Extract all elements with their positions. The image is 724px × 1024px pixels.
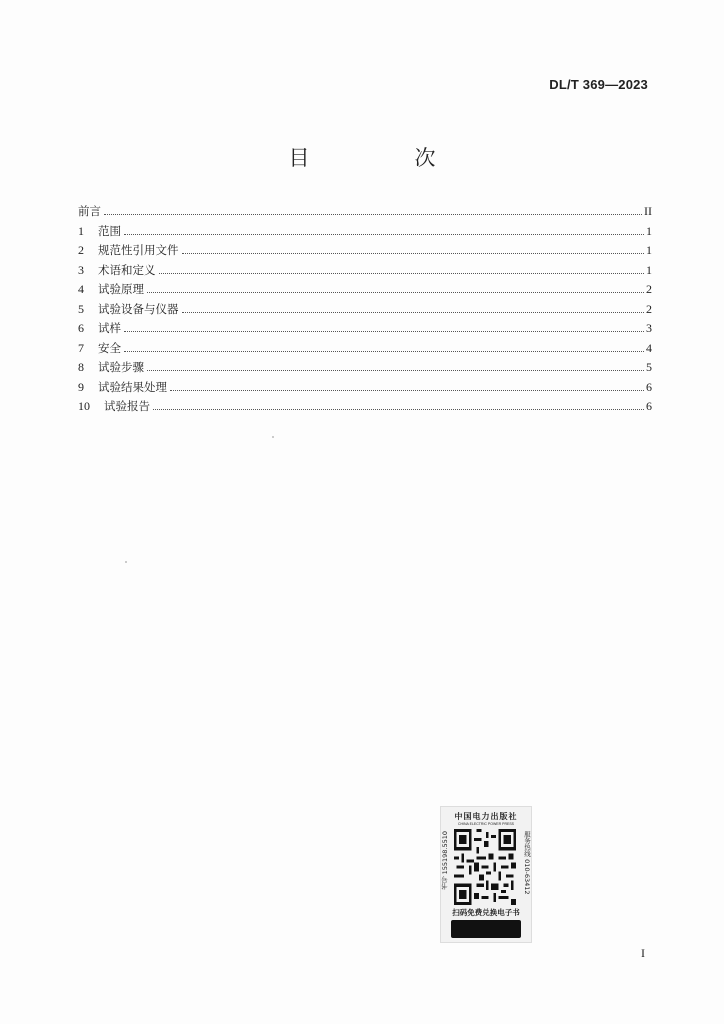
toc-entry-4[interactable] (78, 281, 652, 301)
table-of-contents (78, 203, 652, 418)
toc-entry-label: 范围 (98, 223, 121, 238)
toc-entry-page: 6 (646, 399, 652, 413)
toc-entry-label: 试验设备与仪器 (98, 301, 179, 316)
scan-speck (272, 436, 274, 438)
toc-entry-number: 1 (78, 223, 84, 238)
toc-entry-foreword[interactable] (78, 203, 652, 223)
toc-entry-label: 前言 (78, 204, 101, 218)
toc-entry-page: 1 (646, 223, 652, 238)
book-number-text: 书号 155198.5510 (441, 831, 449, 890)
page-number: I (641, 946, 645, 960)
toc-title: 目 次 (288, 146, 478, 170)
toc-entry-label: 安全 (98, 340, 121, 355)
toc-entry-number: 10 (78, 399, 90, 413)
toc-entry-label: 术语和定义 (98, 262, 156, 277)
toc-entry-number: 8 (78, 360, 84, 374)
qr-code-icon[interactable] (454, 829, 516, 905)
toc-entry-number: 9 (78, 379, 84, 394)
qr-code-sticker[interactable] (440, 806, 532, 943)
toc-entry-7[interactable] (78, 340, 652, 360)
toc-entry-page: 3 (646, 321, 652, 335)
dot-leader (147, 370, 644, 371)
toc-entry-number: 3 (78, 262, 84, 277)
dot-leader (182, 312, 645, 313)
toc-entry-page: 2 (646, 301, 652, 316)
toc-entry-page: 1 (646, 262, 652, 277)
toc-entry-5[interactable] (78, 301, 652, 321)
toc-entry-number: 7 (78, 340, 84, 355)
toc-entry-1[interactable] (78, 223, 652, 243)
dot-leader (159, 273, 645, 274)
publisher-english-name: CHINA ELECTRIC POWER PRESS (457, 822, 514, 826)
service-hotline-text: 服务热线 010-63412 (523, 831, 531, 895)
dot-leader (124, 351, 644, 352)
toc-entry-number: 6 (78, 321, 84, 335)
toc-entry-number: 2 (78, 243, 84, 257)
dot-leader (147, 292, 644, 293)
toc-entry-page: 6 (646, 379, 652, 394)
scan-speck (125, 561, 127, 563)
toc-entry-page: II (644, 204, 652, 218)
toc-entry-3[interactable] (78, 262, 652, 282)
dot-leader (170, 390, 644, 391)
toc-entry-page: 5 (646, 360, 652, 374)
publisher-logo-text: 中国电力出版社 (454, 811, 518, 821)
dot-leader (153, 409, 644, 410)
toc-entry-8[interactable] (78, 359, 652, 379)
dot-leader (124, 234, 644, 235)
toc-entry-label: 试验原理 (98, 282, 144, 296)
dot-leader (124, 331, 644, 332)
toc-entry-label: 试验步骤 (98, 360, 144, 374)
toc-entry-10[interactable] (78, 398, 652, 418)
toc-entry-page: 1 (646, 243, 652, 257)
dot-leader (182, 253, 645, 254)
scan-instruction: 扫码免费兑换电子书 (452, 908, 520, 917)
redeem-code-box (451, 920, 521, 938)
toc-entry-number: 4 (78, 282, 84, 296)
toc-entry-label: 试样 (98, 321, 121, 335)
toc-entry-9[interactable] (78, 379, 652, 399)
toc-entry-2[interactable] (78, 242, 652, 262)
toc-entry-label: 试验报告 (104, 399, 150, 413)
toc-entry-page: 2 (646, 282, 652, 296)
toc-entry-label: 试验结果处理 (98, 379, 167, 394)
standard-code: DL/T 369—2023 (549, 77, 648, 92)
toc-entry-page: 4 (646, 340, 652, 355)
dot-leader (104, 214, 642, 215)
toc-entry-label: 规范性引用文件 (98, 243, 179, 257)
toc-entry-6[interactable] (78, 320, 652, 340)
toc-entry-number: 5 (78, 301, 84, 316)
